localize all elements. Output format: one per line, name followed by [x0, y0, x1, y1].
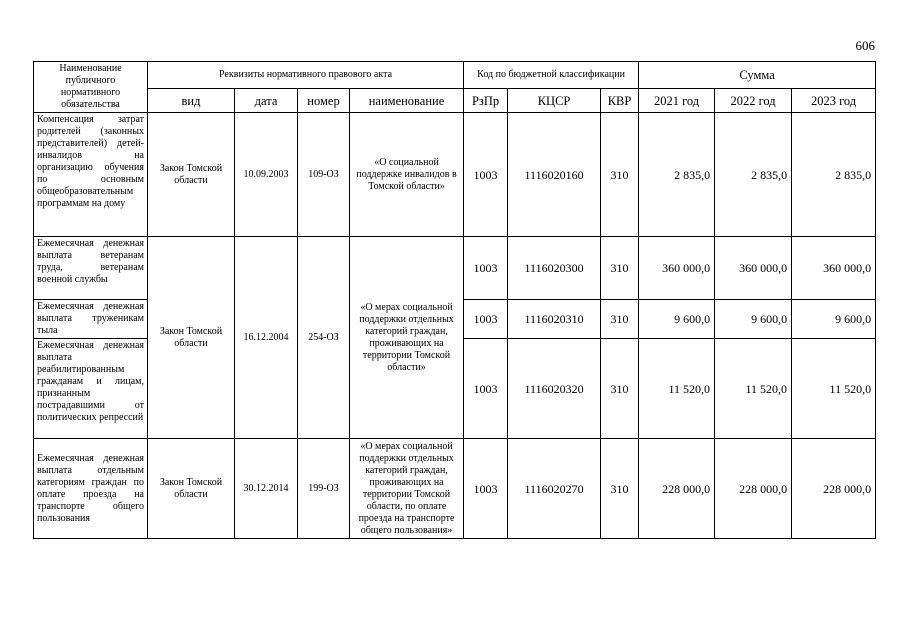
obligation-name: Ежемесячная денежная выплата ветеранам труда, ветеранам военной службы: [34, 237, 148, 300]
obligations-table: [33, 61, 876, 539]
obligation-name: Ежемесячная денежная выплата труженикам тыла: [34, 300, 148, 339]
header-2023: 2023 год: [792, 89, 876, 113]
act-type: Закон Томской области: [148, 439, 235, 539]
header-code-group: Код по бюджетной классификации: [464, 62, 639, 89]
sum-2023: 360 000,0: [792, 237, 876, 300]
kvr-code: 310: [601, 439, 639, 539]
header-kvr: КВР: [601, 89, 639, 113]
sum-2022: 11 520,0: [715, 339, 792, 439]
kcsr-code: 1116020270: [508, 439, 601, 539]
sum-2023: 9 600,0: [792, 300, 876, 339]
sum-2021: 228 000,0: [639, 439, 715, 539]
kvr-code: 310: [601, 113, 639, 237]
act-type: Закон Томской области: [148, 237, 235, 439]
header-2021: 2021 год: [639, 89, 715, 113]
act-date: 16.12.2004: [235, 237, 298, 439]
obligation-name: Компенсация затрат родителей (законных представителей) детей-инвалидов на организацию обучения по основным общеобразовательным программам на дому: [34, 113, 148, 237]
header-rzpr: РзПр: [464, 89, 508, 113]
header-name-col: Наименование публичного нормативного обязательства: [34, 62, 148, 113]
act-number: 199-ОЗ: [298, 439, 350, 539]
act-number: 109-ОЗ: [298, 113, 350, 237]
sum-2021: 11 520,0: [639, 339, 715, 439]
header-kcsr: КЦСР: [508, 89, 601, 113]
sum-2022: 9 600,0: [715, 300, 792, 339]
header-2022: 2022 год: [715, 89, 792, 113]
header-data: дата: [235, 89, 298, 113]
rzpr-code: 1003: [464, 237, 508, 300]
act-name: «О мерах социальной поддержки отдельных категорий граждан, проживающих на территории Томской области, по оплате проезда на транспорте общего пользования»: [350, 439, 464, 539]
sum-2021: 9 600,0: [639, 300, 715, 339]
header-vid: вид: [148, 89, 235, 113]
act-date: 30.12.2014: [235, 439, 298, 539]
sum-2022: 228 000,0: [715, 439, 792, 539]
table-row: [34, 113, 876, 237]
kcsr-code: 1116020320: [508, 339, 601, 439]
act-name: «О социальной поддержке инвалидов в Томской области»: [350, 113, 464, 237]
rzpr-code: 1003: [464, 339, 508, 439]
kcsr-code: 1116020160: [508, 113, 601, 237]
rzpr-code: 1003: [464, 439, 508, 539]
act-date: 10.09.2003: [235, 113, 298, 237]
header-sum-group: Сумма: [639, 62, 876, 89]
sum-2023: 228 000,0: [792, 439, 876, 539]
act-type: Закон Томской области: [148, 113, 235, 237]
sum-2022: 2 835,0: [715, 113, 792, 237]
page-number: 606: [855, 38, 875, 53]
sum-2022: 360 000,0: [715, 237, 792, 300]
act-name: «О мерах социальной поддержки отдельных категорий граждан, проживающих на территории Томской области»: [350, 237, 464, 439]
table-row: [34, 237, 876, 300]
sum-2023: 11 520,0: [792, 339, 876, 439]
table-row: [34, 439, 876, 539]
sum-2021: 360 000,0: [639, 237, 715, 300]
sum-2023: 2 835,0: [792, 113, 876, 237]
sum-2021: 2 835,0: [639, 113, 715, 237]
obligation-name: Ежемесячная денежная выплата реабилитированным гражданам и лицам, признанным пострадавшими от политических репрессий: [34, 339, 148, 439]
kvr-code: 310: [601, 237, 639, 300]
header-act-group: Реквизиты нормативного правового акта: [148, 62, 464, 89]
kcsr-code: 1116020310: [508, 300, 601, 339]
act-number: 254-ОЗ: [298, 237, 350, 439]
kvr-code: 310: [601, 339, 639, 439]
header-nomer: номер: [298, 89, 350, 113]
kcsr-code: 1116020300: [508, 237, 601, 300]
rzpr-code: 1003: [464, 113, 508, 237]
rzpr-code: 1003: [464, 300, 508, 339]
kvr-code: 310: [601, 300, 639, 339]
obligation-name: Ежемесячная денежная выплата отдельным категориям граждан по оплате проезда на транспорте общего пользования: [34, 439, 148, 539]
header-naimenovanie: наименование: [350, 89, 464, 113]
